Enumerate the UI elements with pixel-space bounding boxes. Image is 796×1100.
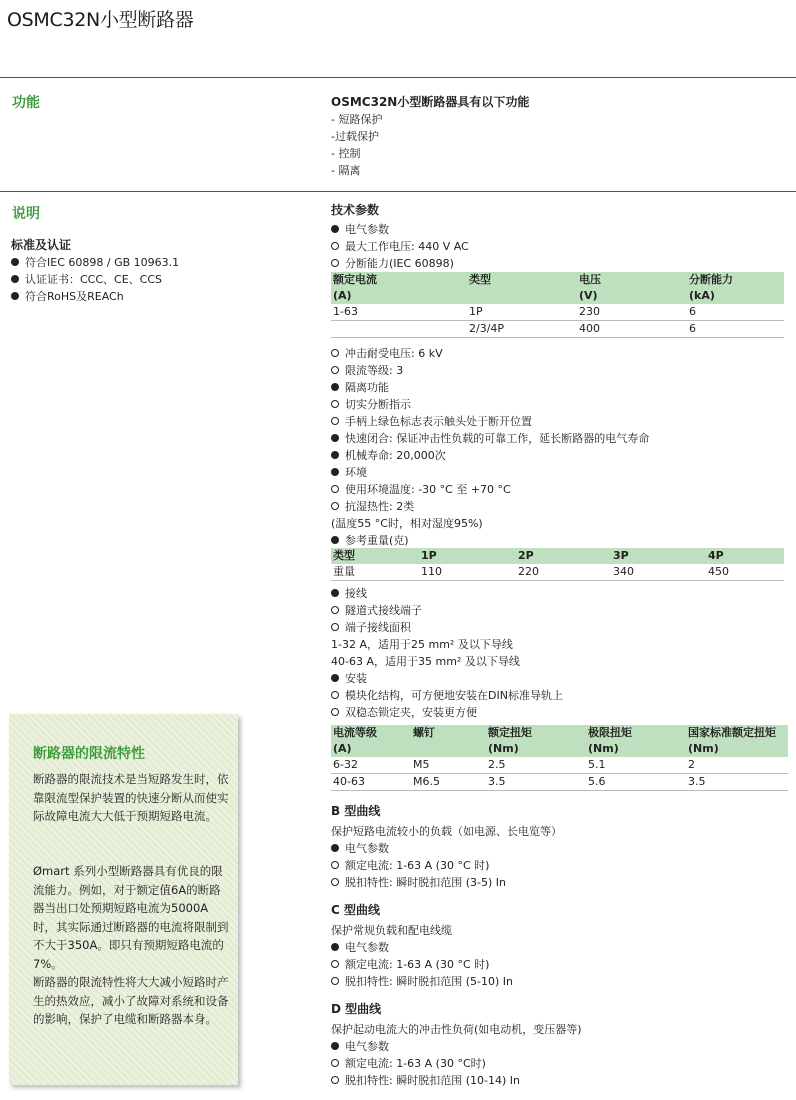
bullet-open-icon [331, 878, 339, 886]
list-item: 参考重量(克) [331, 532, 649, 549]
table-cell: 2.5 [486, 757, 586, 774]
box-paragraph: 断路器的限流技术是当短路发生时，依靠限流型保护装置的快速分断从而使实际故障电流大大低于预期短路电流。 [33, 772, 229, 823]
table-cell: 2/3/4P [467, 321, 577, 338]
table-header-cell: 分断能力 (kA) [687, 272, 784, 304]
table-header-cell: 2P [516, 548, 611, 564]
list-item: 1-32 A，适用于25 mm² 及以下导线 [331, 638, 513, 651]
table-cell: 3.5 [686, 774, 788, 791]
bullet-open-icon [331, 960, 339, 968]
features-list [331, 111, 382, 179]
bullet-filled-icon [331, 674, 339, 682]
table-cell: 1P [467, 304, 577, 321]
bullet-open-icon [331, 691, 339, 699]
table-cell: 6-32 [331, 757, 411, 774]
list-item: 额定电流: 1-63 A (30 °C时) [331, 1055, 791, 1072]
page-title: OSMC32N小型断路器 [7, 9, 194, 31]
list-item: -过载保护 [331, 130, 379, 143]
bullet-filled-icon [331, 434, 339, 442]
list-item: 隧道式接线端子 [331, 602, 563, 619]
curve-description: 保护起动电流大的冲击性负荷(如电动机，变压器等) [331, 1023, 582, 1036]
list-item: 脱扣特性: 瞬时脱扣范围 (5-10) In [331, 973, 791, 990]
bullet-filled-icon [331, 943, 339, 951]
table-row [331, 757, 788, 774]
list-item: 电气参数 [331, 1038, 791, 1055]
weight-table [331, 548, 784, 581]
list-item: 最大工作电压: 440 V AC [331, 238, 469, 255]
list-item: 双稳态锁定夹，安装更方便 [331, 704, 563, 721]
table-row [331, 564, 784, 581]
table-row [331, 774, 788, 791]
list-item: 端子接线面积 [331, 619, 563, 636]
list-item: 手柄上绿色标志表示触头处于断开位置 [331, 413, 649, 430]
bullet-open-icon [331, 623, 339, 631]
standards-title: 标准及认证 [11, 238, 72, 252]
list-item: - 短路保护 [331, 113, 383, 126]
list-item: 电气参数 [331, 840, 791, 857]
list-item: 隔离功能 [331, 379, 649, 396]
table-row [331, 321, 784, 338]
bullet-filled-icon [331, 1042, 339, 1050]
table-cell: M6.5 [411, 774, 486, 791]
features-subheading: OSMC32N小型断路器具有以下功能 [331, 95, 530, 109]
table-header-cell: 额定扭矩 (Nm) [486, 725, 586, 757]
bullet-filled-icon [331, 451, 339, 459]
list-item: 符合RoHS及REACh [11, 288, 179, 305]
table-cell: 230 [577, 304, 687, 321]
tech-list-1 [331, 221, 469, 272]
table-cell [331, 321, 467, 338]
curve-title: C 型曲线 [331, 903, 380, 917]
table-header-cell: 额定电流 (A) [331, 272, 467, 304]
table-cell: 1-63 [331, 304, 467, 321]
tech-heading: 技术参数 [331, 203, 380, 217]
table-cell: 5.1 [586, 757, 686, 774]
bullet-open-icon [331, 977, 339, 985]
box-paragraph: Ømart 系列小型断路器具有优良的限流能力。例如，对于额定值6A的断路器当出口处预期短路电流为5000A时，其实际通过断路器的电流将限制到不大于350A。即只有预期短路电流的7%。 [33, 864, 229, 971]
list-item: 分断能力(IEC 60898) [331, 255, 469, 272]
bullet-open-icon [331, 349, 339, 357]
table-cell: 重量 [331, 564, 419, 581]
curve-description: 保护短路电流较小的负载（如电源、长电览等） [331, 825, 562, 838]
table-cell: 110 [419, 564, 516, 581]
bullet-open-icon [331, 1059, 339, 1067]
bullet-open-icon [331, 1076, 339, 1084]
bullet-open-icon [331, 502, 339, 510]
list-item: - 控制 [331, 147, 361, 160]
table-cell: 2 [686, 757, 788, 774]
bullet-filled-icon [331, 468, 339, 476]
curve-block [331, 1001, 791, 1089]
bullet-open-icon [331, 708, 339, 716]
list-item: 限流等级: 3 [331, 362, 649, 379]
list-item: 接线 [331, 585, 563, 602]
tech-list-2 [331, 345, 649, 549]
trip-curves [331, 803, 791, 1100]
list-item: 使用环境温度: -30 °C 至 +70 °C [331, 481, 649, 498]
list-item: 环境 [331, 464, 649, 481]
bullet-open-icon [331, 417, 339, 425]
list-item: 认证证书：CCC、CE、CCS [11, 271, 179, 288]
curve-block [331, 902, 791, 990]
table-header-cell: 电流等级 (A) [331, 725, 411, 757]
bullet-open-icon [331, 259, 339, 267]
description-heading: 说明 [12, 206, 40, 222]
table-cell: M5 [411, 757, 486, 774]
bullet-open-icon [331, 400, 339, 408]
table-header-cell: 1P [419, 548, 516, 564]
curve-description: 保护常规负载和配电线缆 [331, 924, 452, 937]
list-item: 电气参数 [331, 221, 469, 238]
table-header-cell: 类型 [331, 548, 419, 564]
list-item: 抗湿热性: 2类 [331, 498, 649, 515]
section-divider [0, 191, 796, 192]
bullet-filled-icon [11, 275, 19, 283]
bullet-open-icon [331, 861, 339, 869]
table-cell: 6 [687, 321, 784, 338]
bullet-filled-icon [11, 292, 19, 300]
list-item: 冲击耐受电压: 6 kV [331, 345, 649, 362]
list-item: 脱扣特性: 瞬时脱扣范围 (10-14) In [331, 1072, 791, 1089]
curve-title: B 型曲线 [331, 804, 381, 818]
bullet-filled-icon [331, 225, 339, 233]
bullet-filled-icon [11, 258, 19, 266]
section-divider [0, 77, 796, 78]
table-row [331, 304, 784, 321]
list-item: (温度55 °C时，相对湿度95%) [331, 517, 483, 530]
list-item: 快速闭合: 保证冲击性负载的可靠工作，延长断路器的电气寿命 [331, 430, 649, 447]
tech-list-3 [331, 585, 563, 721]
table-cell: 5.6 [586, 774, 686, 791]
current-limiting-box [9, 714, 238, 1085]
table-header-cell: 4P [706, 548, 784, 564]
curve-title: D 型曲线 [331, 1002, 382, 1016]
table-header-cell: 3P [611, 548, 706, 564]
bullet-filled-icon [331, 383, 339, 391]
torque-table [331, 725, 788, 791]
curve-block [331, 803, 791, 891]
table-cell: 3.5 [486, 774, 586, 791]
bullet-open-icon [331, 366, 339, 374]
breaking-capacity-table [331, 272, 784, 338]
list-item: 安装 [331, 670, 563, 687]
list-item: 符合IEC 60898 / GB 10963.1 [11, 254, 179, 271]
bullet-open-icon [331, 242, 339, 250]
list-item: - 隔离 [331, 164, 361, 177]
bullet-open-icon [331, 606, 339, 614]
list-item: 切实分断指示 [331, 396, 649, 413]
table-cell: 400 [577, 321, 687, 338]
list-item: 40-63 A，适用于35 mm² 及以下导线 [331, 655, 520, 668]
table-header-cell: 电压 (V) [577, 272, 687, 304]
table-header-cell: 极限扭矩 (Nm) [586, 725, 686, 757]
list-item: 脱扣特性: 瞬时脱扣范围 (3-5) In [331, 874, 791, 891]
list-item: 机械寿命: 20,000次 [331, 447, 649, 464]
box-title: 断路器的限流特性 [33, 746, 145, 762]
table-cell: 450 [706, 564, 784, 581]
list-item: 额定电流: 1-63 A (30 °C 时) [331, 956, 791, 973]
bullet-filled-icon [331, 844, 339, 852]
table-cell: 40-63 [331, 774, 411, 791]
list-item: 额定电流: 1-63 A (30 °C 时) [331, 857, 791, 874]
bullet-open-icon [331, 485, 339, 493]
table-cell: 340 [611, 564, 706, 581]
box-paragraph: 断路器的限流特性将大大减小短路时产生的热效应，减小了故障对系统和设备的影响，保护了电缆和断路器本身。 [33, 975, 229, 1026]
table-cell: 6 [687, 304, 784, 321]
list-item: 模块化结构，可方便地安装在DIN标准导轨上 [331, 687, 563, 704]
table-header-cell: 国家标准额定扭矩 (Nm) [686, 725, 788, 757]
list-item: 电气参数 [331, 939, 791, 956]
standards-list [11, 254, 179, 305]
bullet-filled-icon [331, 589, 339, 597]
bullet-filled-icon [331, 536, 339, 544]
table-header-cell: 类型 [467, 272, 577, 304]
table-cell: 220 [516, 564, 611, 581]
table-header-cell: 螺钉 [411, 725, 486, 757]
features-heading: 功能 [12, 95, 40, 111]
